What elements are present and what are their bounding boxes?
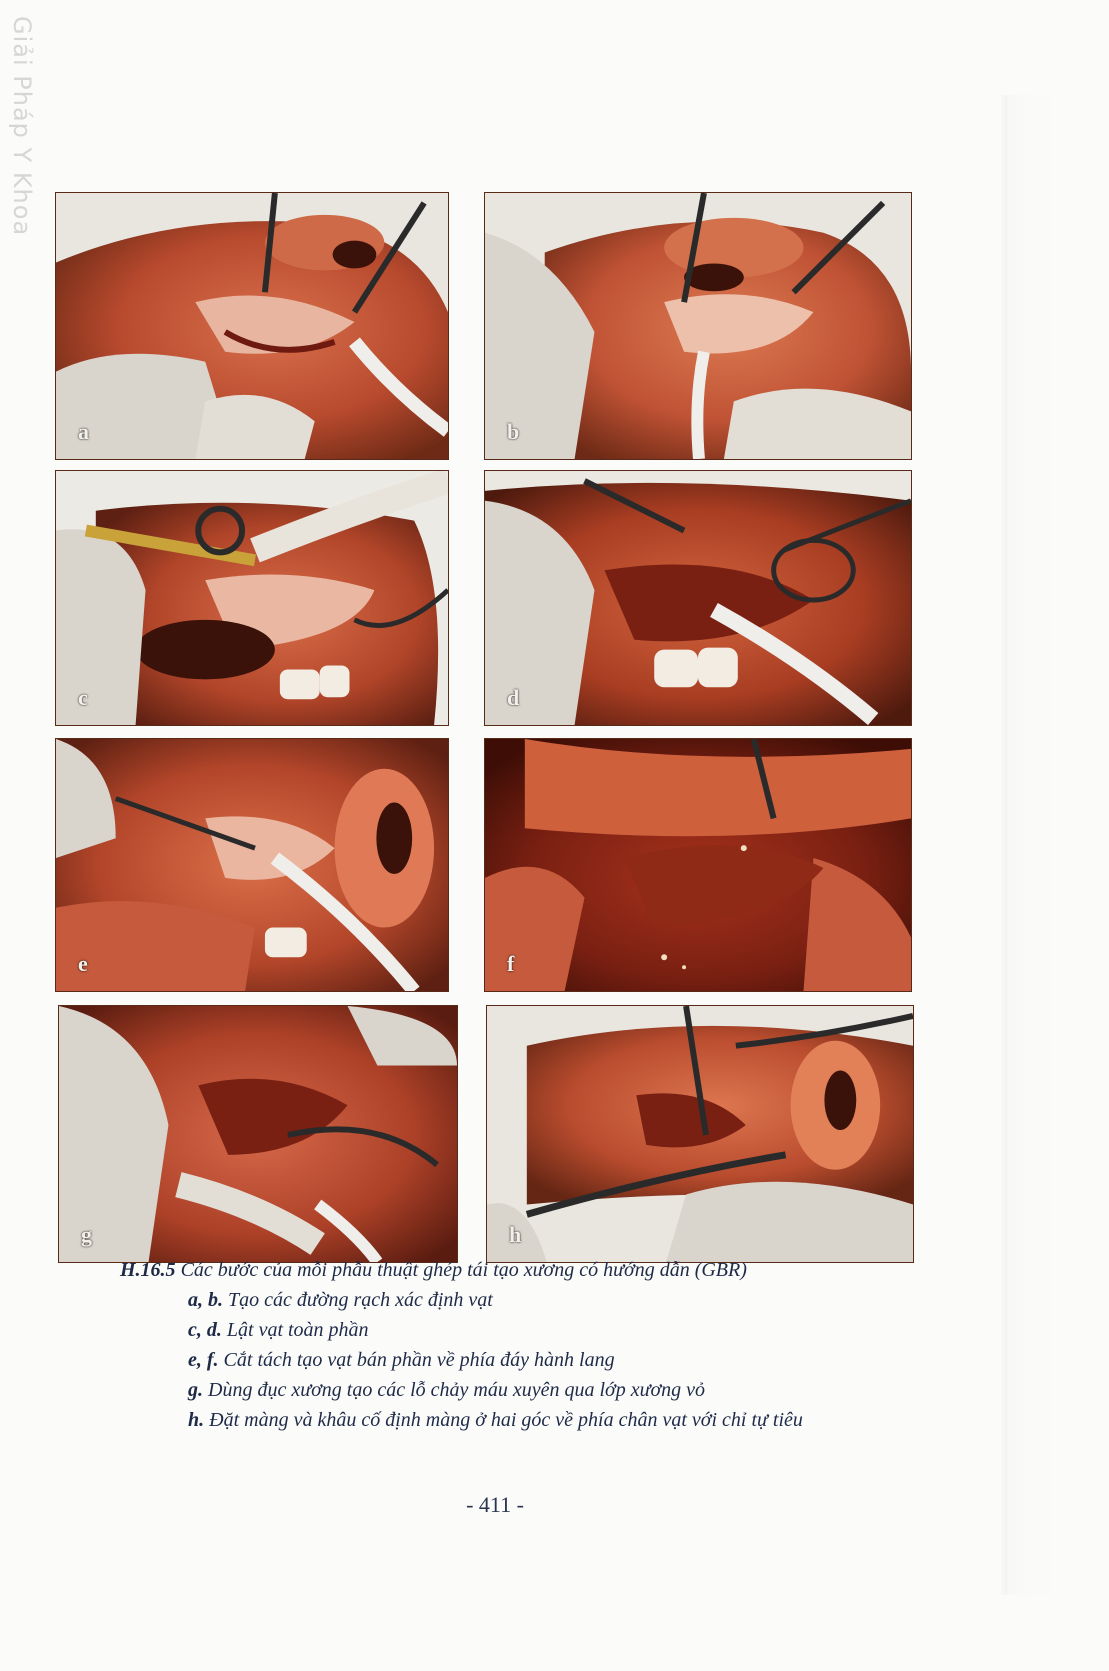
surgery-photo-c <box>56 471 448 725</box>
caption-legend-item <box>120 1285 1020 1315</box>
figure-title: Các bước của mỗi phẫu thuật ghép tái tạo xương có hướng dẫn (GBR) <box>180 1259 747 1281</box>
figure-panel-h <box>486 1005 914 1263</box>
figure-panel-b <box>484 192 912 460</box>
caption-legend-item <box>120 1315 1020 1345</box>
figure-panel-e <box>55 738 449 992</box>
caption-legend-item <box>120 1375 1020 1405</box>
figure-panel-g <box>58 1005 458 1263</box>
surgery-photo-b <box>485 193 911 459</box>
panel-label: c <box>78 685 88 710</box>
panel-label: h <box>509 1222 522 1247</box>
caption-legend-item <box>120 1345 1020 1375</box>
figure-panel-a <box>55 192 449 460</box>
figure-number: H.16.5 <box>120 1259 176 1281</box>
panel-label: e <box>78 951 88 976</box>
surgery-photo-f <box>485 739 911 991</box>
caption-title <box>120 1255 1020 1285</box>
legend-text: Tạo các đường rạch xác định vạt <box>228 1289 493 1311</box>
figure-panel-f <box>484 738 912 992</box>
watermark: Giải Pháp Y Khoa <box>8 16 36 237</box>
legend-text: Dùng đục xương tạo các lỗ chảy máu xuyên qua lớp xương vỏ <box>208 1379 706 1401</box>
surgery-photo-e <box>56 739 448 991</box>
panel-label: a <box>78 419 89 444</box>
panel-label: b <box>507 419 520 444</box>
figure-caption <box>120 1255 1020 1435</box>
surgery-photo-d <box>485 471 911 725</box>
panel-label: d <box>507 685 520 710</box>
legend-keys: g. <box>188 1379 203 1401</box>
surgery-photo-a <box>56 193 448 459</box>
legend-keys: c, d. <box>188 1319 222 1341</box>
legend-keys: h. <box>188 1409 205 1431</box>
legend-text: Đặt màng và khâu cố định màng ở hai góc về phía chân vạt với chỉ tự tiêu <box>209 1409 803 1431</box>
legend-keys: e, f. <box>188 1349 219 1371</box>
panel-label: g <box>81 1222 92 1247</box>
legend-text: Lật vạt toàn phần <box>226 1319 369 1341</box>
figure-panel-c <box>55 470 449 726</box>
surgery-photo-h <box>487 1006 913 1262</box>
panel-label: f <box>507 951 515 976</box>
surgery-photo-g <box>59 1006 457 1262</box>
caption-legend-item <box>120 1405 1020 1435</box>
legend-text: Cắt tách tạo vạt bán phần về phía đáy hành lang <box>223 1349 615 1371</box>
legend-keys: a, b. <box>188 1289 223 1311</box>
page-number: - 411 - <box>466 1492 524 1517</box>
figure-panel-d <box>484 470 912 726</box>
